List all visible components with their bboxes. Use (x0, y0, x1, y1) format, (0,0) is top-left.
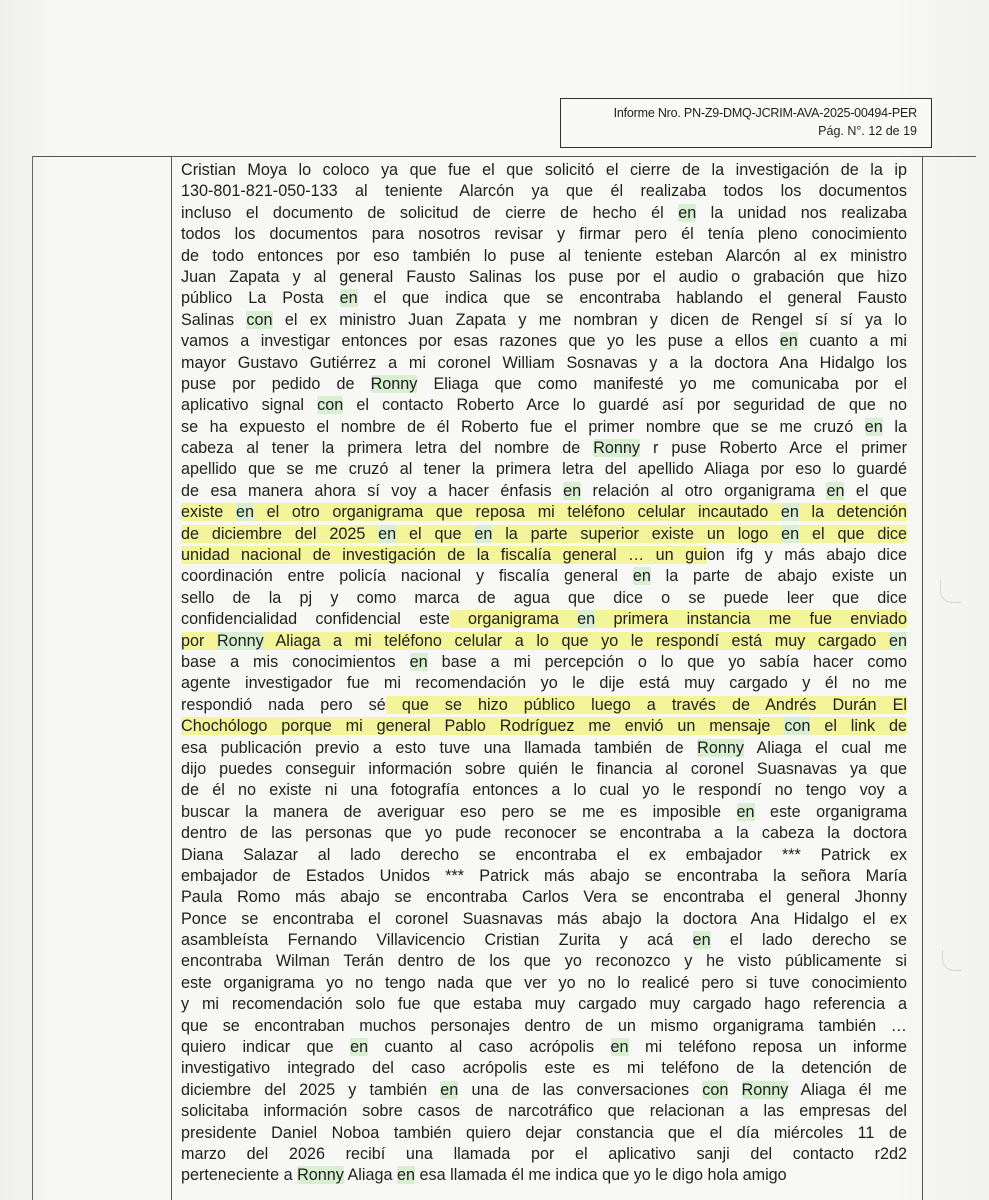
text-line: diciembre del 2025 y también en una de las conversaciones con Ronny Aliaga él me (181, 1080, 908, 1099)
text-line: incluso el documento de solicitud de cierre de hecho él en la unidad nos realizaba (181, 203, 907, 222)
text-line: asambleísta Fernando Villavicencio Cristian Zurita y acá en el lado derecho se (181, 931, 907, 950)
table-top-border (32, 156, 976, 157)
page-number: Pág. N°. 12 de 19 (818, 124, 917, 138)
faint-stamp-mark (42, 70, 112, 110)
text-line: público La Posta en el que indica que se encontraba hablando el general Fausto (181, 289, 907, 308)
text-line: perteneciente a Ronny Aliaga en esa llamada él me indica que yo le digo hola amigo (181, 1166, 787, 1185)
text-line: aplicativo signal con el contacto Roberto Arce lo guardé así por seguridad de que no (181, 396, 907, 415)
margin-mark (942, 950, 961, 971)
report-number: Informe Nro. PN-Z9-DMQ-JCRIM-AVA-2025-00494-PER (613, 106, 917, 120)
text-line: investigativo integrado del caso acrópolis este es mi teléfono de la detención de (181, 1059, 907, 1078)
text-line: Chochólogo porque mi general Pablo Rodríguez me envió un mensaje con el link de (181, 717, 908, 736)
text-line: solicitaba información sobre casos de narcotráfico que relacionan a las empresas del (181, 1102, 907, 1121)
text-line: coordinación entre policía nacional y fiscalía general en la parte de abajo existe un (181, 567, 907, 586)
text-line: que se encontraban muchos personajes dentro de un mismo organigrama también … (181, 1016, 907, 1035)
text-line: encontraba Wilman Terán dentro de los que yo reconozco y he visto públicamente si (181, 952, 907, 971)
text-line: buscar la manera de averiguar eso pero se me es imposible en este organigrama (181, 802, 907, 821)
text-line: puse por pedido de Ronny Eliaga que como manifesté yo me comunicaba por el (181, 374, 907, 393)
table-left-border (32, 156, 33, 1200)
table-column-divider (171, 156, 172, 1200)
text-line: de todo entonces por eso también lo puse al teniente esteban Alarcón al ex ministro (181, 246, 907, 265)
text-line: marzo del 2026 recibí una llamada por el aplicativo sanji del contacto r2d2 (181, 1144, 907, 1163)
text-line: sello de la pj y como marca de agua que dice o se puede leer que dice (181, 588, 907, 607)
text-line: Salinas con el ex ministro Juan Zapata y me nombran y dicen de Rengel sí sí ya lo (181, 310, 907, 329)
text-line: existe en el otro organigrama que reposa mi teléfono celular incautado en la detención (181, 503, 907, 522)
report-header-box (560, 98, 932, 148)
text-line: dijo puedes conseguir información sobre quién le financia al coronel Suasnavas ya que (181, 759, 907, 778)
text-line: de esa manera ahora sí voy a hacer énfasis en relación al otro organigrama en el que (181, 481, 907, 500)
text-line: cabeza al tener la primera letra del nombre de Ronny r puse Roberto Arce el primer (181, 439, 907, 458)
text-line: agente investigador fue mi recomendación yo le dije está muy cargado y él no me (181, 674, 907, 693)
text-line: apellido que se me cruzó al tener la primera letra del apellido Aliaga por eso lo guardé (181, 460, 907, 479)
text-line: Cristian Moya lo coloco ya que fue el que solicitó el cierre de la investigación de la ip (181, 161, 907, 179)
text-line: Paula Romo más abajo se encontraba Carlos Vera se encontraba el general Jhonny (181, 888, 907, 907)
text-line: de diciembre del 2025 en el que en la parte superior existe un logo en el que dice (181, 524, 908, 543)
text-line: mayor Gustavo Gutiérrez a mi coronel William Sosnavas y a la doctora Ana Hidalgo los (181, 353, 907, 372)
table-right-border (922, 156, 923, 1200)
text-line: confidencialidad confidencial este organigrama en primera instancia me fue enviado (181, 610, 907, 629)
text-line: se ha expuesto el nombre de él Roberto fue el primer nombre que se me cruzó en la (181, 417, 907, 436)
text-line: y mi recomendación solo fue que estaba muy cargado muy cargado hago referencia a (181, 995, 907, 1014)
margin-mark (940, 580, 961, 603)
text-line: Diana Salazar al lado derecho se encontraba el ex embajador *** Patrick ex (181, 845, 907, 864)
text-line: 130-801-821-050-133 al teniente Alarcón ya que él realizaba todos los documentos (181, 182, 907, 201)
text-line: embajador de Estados Unidos *** Patrick más abajo se encontraba la señora María (181, 866, 907, 885)
text-line: todos los documentos para nosotros revisar y firmar pero él tenía pleno conocimiento (181, 225, 907, 244)
text-line: presidente Daniel Noboa también quiero dejar constancia que el día miércoles 11 de (181, 1123, 907, 1142)
text-line: este organigrama yo no tengo nada que ver yo no lo realicé pero si tuve conocimiento (181, 973, 907, 992)
text-line: dentro de las personas que yo pude reconocer se encontraba a la cabeza la doctora (181, 824, 907, 843)
text-line: quiero indicar que en cuanto al caso acrópolis en mi teléfono reposa un informe (181, 1038, 907, 1057)
text-line: respondió nada pero sé que se hizo público luego a través de Andrés Durán El (181, 695, 907, 714)
text-line: esa publicación previo a esto tuve una llamada también de Ronny Aliaga el cual me (181, 738, 907, 757)
text-line: de él no existe ni una fotografía entonces a lo cual yo le respondí no tengo voy a (181, 781, 907, 800)
text-line: Ponce se encontraba el coronel Suasnavas más abajo la doctora Ana Hidalgo el ex (181, 909, 907, 928)
text-line: por Ronny Aliaga a mi teléfono celular a lo que yo le respondí está muy cargado en (181, 631, 907, 650)
text-line: Juan Zapata y al general Fausto Salinas los puse por el audio o grabación que hizo (181, 267, 907, 286)
text-line: unidad nacional de investigación de la fiscalía general … un guion ifg y más abajo dice (181, 546, 907, 565)
testimony-text (181, 160, 907, 1187)
text-line: vamos a investigar entonces por esas razones que yo les puse a ellos en cuanto a mi (181, 332, 907, 351)
text-line: base a mis conocimientos en base a mi percepción o lo que yo sabía hacer como (181, 652, 907, 671)
